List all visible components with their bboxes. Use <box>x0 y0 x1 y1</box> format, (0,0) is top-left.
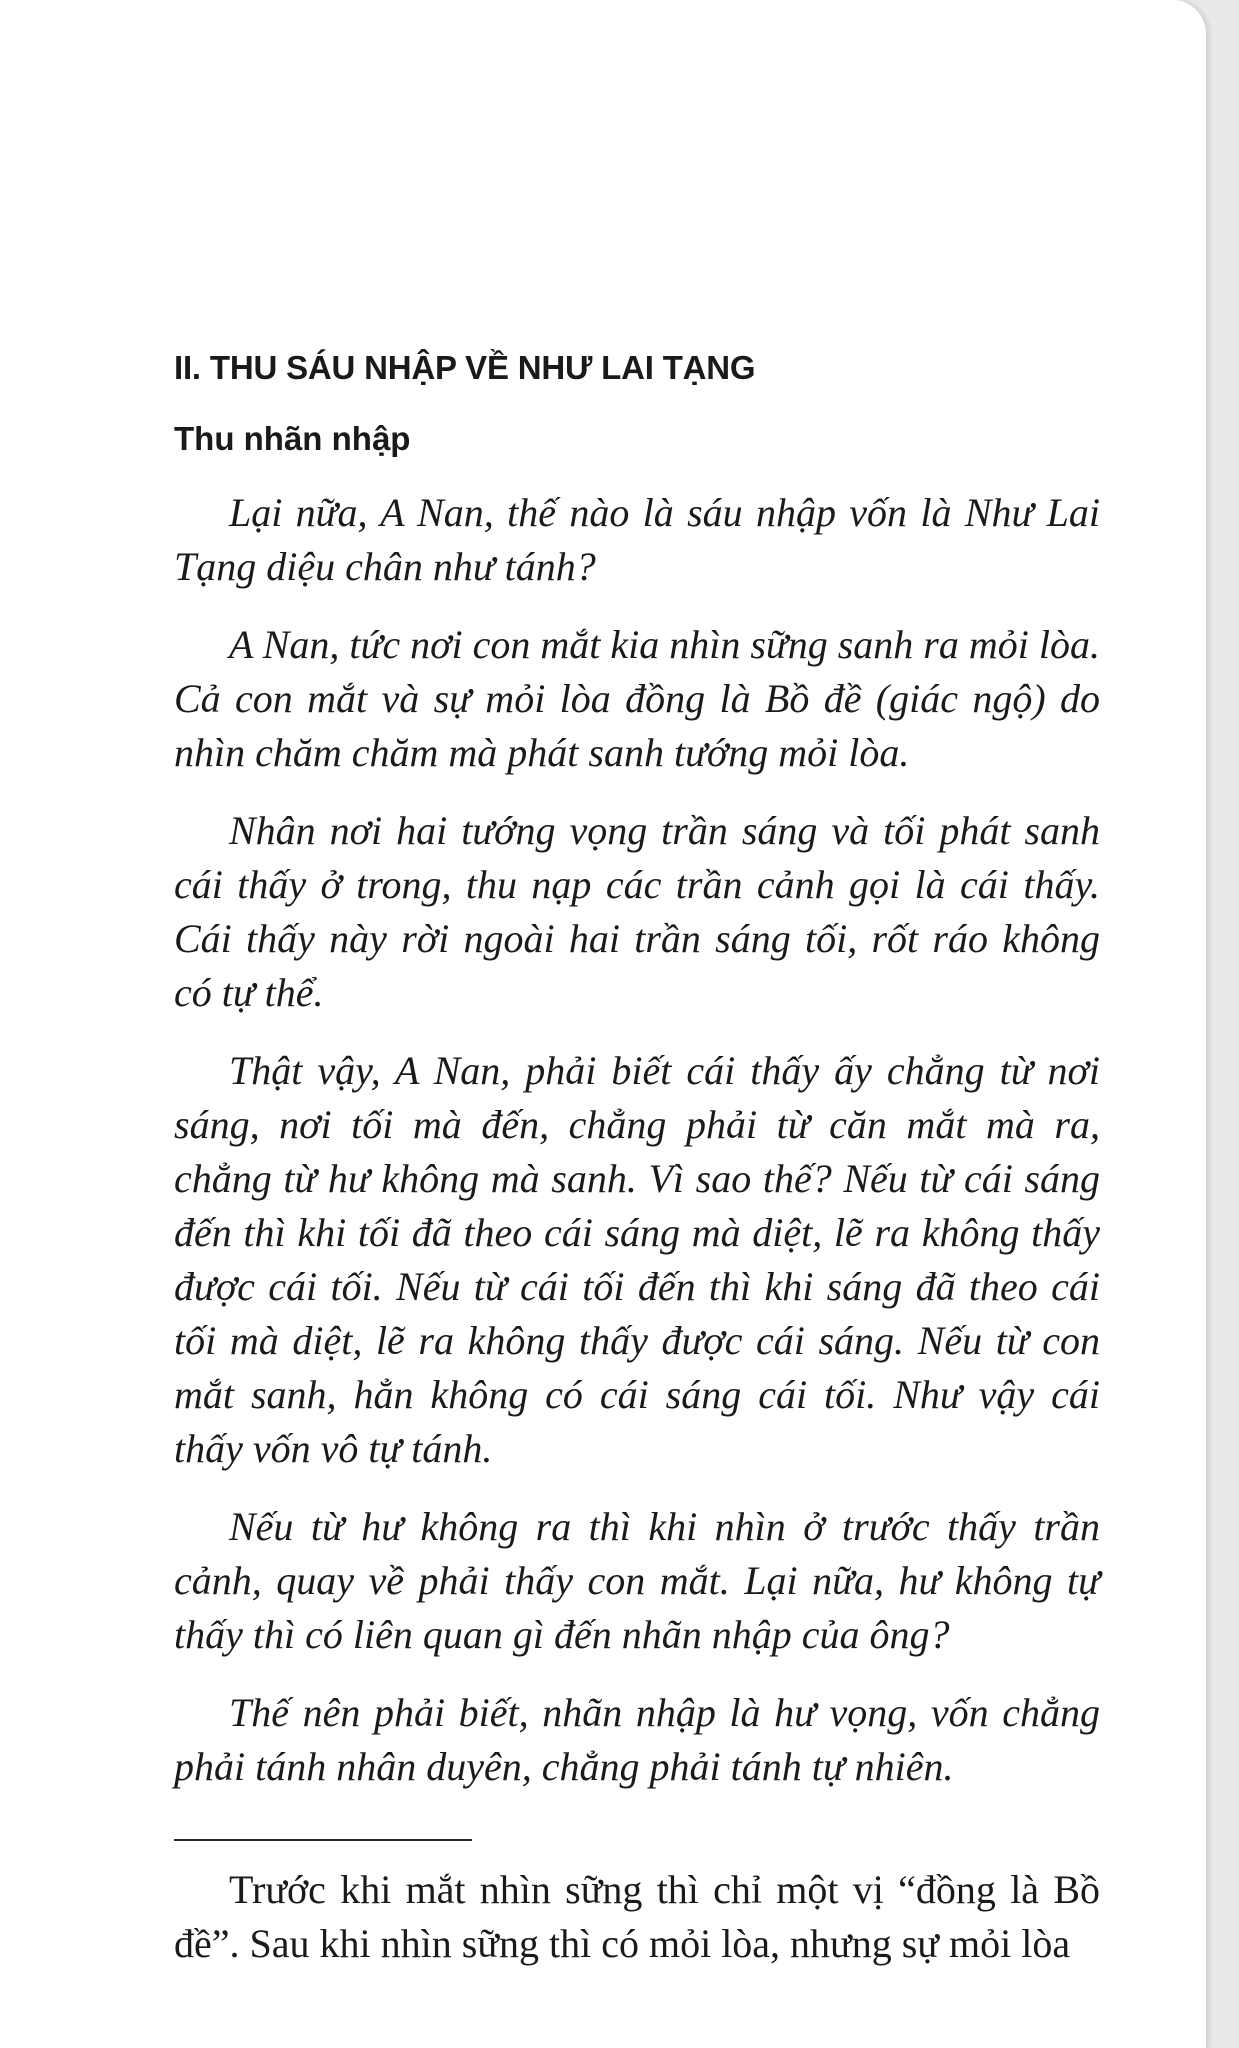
footnote-divider <box>174 1839 472 1841</box>
sub-heading: Thu nhãn nhập <box>174 420 411 457</box>
paragraph-5: Nếu từ hư không ra thì khi nhìn ở trước thấy trần cảnh, quay về phải thấy con mắt. Lại nữa, hư không tự thấy thì có liên quan gì đến nhãn nhập của ông? <box>174 1504 1100 1657</box>
page-content <box>174 348 1100 1971</box>
paragraph-2: A Nan, tức nơi con mắt kia nhìn sững sanh ra mỏi lòa. Cả con mắt và sự mỏi lòa đồng là Bồ đề (giác ngộ) do nhìn chăm chăm mà phát sanh tướng mỏi lòa. <box>174 622 1100 775</box>
paragraph-6: Thế nên phải biết, nhãn nhập là hư vọng, vốn chẳng phải tánh nhân duyên, chẳng phải tánh tự nhiên. <box>174 1690 1100 1789</box>
section-heading: II. THU SÁU NHẬP VỀ NHƯ LAI TẠNG <box>174 349 756 386</box>
paragraph-1: Lại nữa, A Nan, thế nào là sáu nhập vốn là Như Lai Tạng diệu chân như tánh? <box>174 490 1100 589</box>
paragraph-4: Thật vậy, A Nan, phải biết cái thấy ấy chẳng từ nơi sáng, nơi tối mà đến, chẳng phải từ căn mắt mà ra, chẳng từ hư không mà sanh. Vì sao thế? Nếu từ cái sáng đến thì khi tối đã theo cái sáng mà diệt, lẽ ra không thấy được cái tối. Nếu từ cái tối đến thì khi sáng đã theo cái tối mà diệt, lẽ ra không thấy được cái sáng. Nếu từ con mắt sanh, hẳn không có cái sáng cái tối. Như vậy cái thấy vốn vô tự tánh. <box>174 1048 1100 1471</box>
paragraph-3: Nhân nơi hai tướng vọng trần sáng và tối phát sanh cái thấy ở trong, thu nạp các trần cảnh gọi là cái thấy. Cái thấy này rời ngoài hai trần sáng tối, rốt ráo không có tự thể. <box>174 808 1100 1015</box>
footnote: Trước khi mắt nhìn sững thì chỉ một vị “đồng là Bồ đề”. Sau khi nhìn sững thì có mỏi lòa, nhưng sự mỏi lòa <box>174 1867 1100 1966</box>
